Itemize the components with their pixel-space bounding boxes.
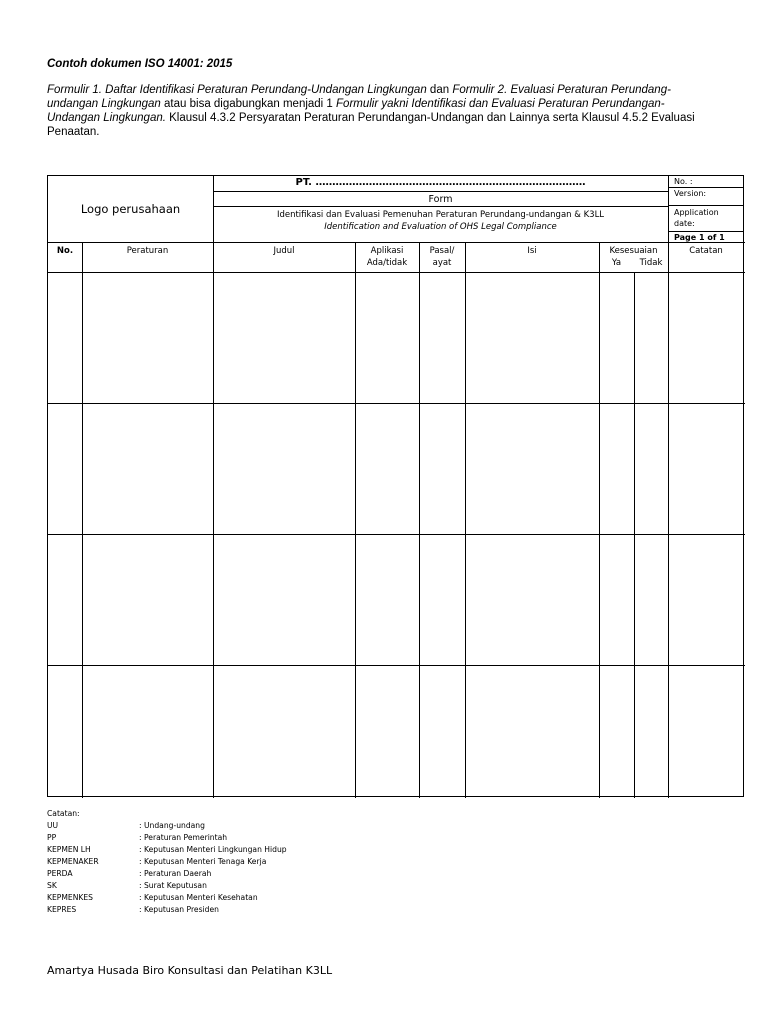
col-header-judul: Judul <box>273 246 295 256</box>
note-abbr: KEPMENKES <box>47 893 93 902</box>
note-desc: : Peraturan Pemerintah <box>139 833 228 842</box>
intro-plain-b: atau bisa digabungkan menjadi 1 <box>160 98 337 110</box>
col-header-isi: Isi <box>527 246 537 256</box>
note-abbr: KEPRES <box>47 905 77 914</box>
doc-number-field[interactable]: No. : <box>674 177 693 186</box>
col-divider-judul <box>213 176 214 798</box>
col-header-pasal-2: ayat <box>432 258 452 268</box>
meta-divider-1 <box>668 187 744 188</box>
note-row <box>47 880 287 892</box>
legal-compliance-form <box>47 175 744 797</box>
note-desc: : Surat Keputusan <box>139 881 207 890</box>
note-row <box>47 868 287 880</box>
col-divider-isi <box>465 242 466 798</box>
note-desc: : Keputusan Menteri Lingkungan Hidup <box>139 845 287 854</box>
abbreviation-notes <box>47 808 287 916</box>
note-abbr: UU <box>47 821 59 830</box>
version-field[interactable]: Version: <box>674 189 707 198</box>
intro-plain-a: dan <box>426 84 453 96</box>
application-date-field[interactable]: date: <box>674 219 695 228</box>
intro-paragraph <box>47 83 717 139</box>
col-header-kesesuaian: Kesesuaian <box>609 246 658 256</box>
note-row <box>47 820 287 832</box>
col-divider-catatan <box>668 176 669 798</box>
company-logo-placeholder: Logo perusahaan <box>80 202 181 216</box>
note-row <box>47 844 287 856</box>
column-header-bottom <box>48 272 745 273</box>
note-desc: : Undang-undang <box>139 821 205 830</box>
note-desc: : Keputusan Menteri Tenaga Kerja <box>139 857 267 866</box>
note-abbr: PP <box>47 833 57 842</box>
note-abbr: KEPMENAKER <box>47 857 99 866</box>
meta-divider-2 <box>668 205 744 206</box>
col-divider-ya-tidak <box>634 272 635 798</box>
col-header-ya: Ya <box>611 258 622 268</box>
col-divider-aplikasi <box>355 242 356 798</box>
row-divider-2 <box>48 534 745 535</box>
col-header-peraturan: Peraturan <box>126 246 169 256</box>
col-header-aplikasi-2: Ada/tidak <box>366 258 408 268</box>
note-row <box>47 856 287 868</box>
col-header-catatan: Catatan <box>689 246 723 256</box>
header-bottom <box>48 242 745 243</box>
col-header-tidak: Tidak <box>639 258 663 268</box>
note-desc: : Keputusan Presiden <box>139 905 219 914</box>
col-header-no: No. <box>56 246 74 256</box>
note-abbr: KEPMEN LH <box>47 845 91 854</box>
note-abbr: PERDA <box>47 869 73 878</box>
application-date-label-1: Application <box>674 208 719 217</box>
pt-divider <box>213 191 668 192</box>
document-title: Contoh dokumen ISO 14001: 2015 <box>47 58 233 70</box>
row-divider-3 <box>48 665 745 666</box>
intro-italic-b: Formulir 2. Evaluasi Peraturan Perundang-undangan Lingkungan <box>47 84 671 110</box>
row-divider-1 <box>48 403 745 404</box>
page-number: Page 1 of 1 <box>674 233 725 242</box>
company-name-field[interactable]: PT. ……………………………………………………………………… <box>295 177 586 188</box>
form-divider <box>213 206 668 207</box>
intro-italic-a: Formulir 1. Daftar Identifikasi Peraturan Perundang-Undangan Lingkungan <box>47 84 427 96</box>
meta-divider-3 <box>668 231 744 232</box>
footer-text: Amartya Husada Biro Konsultasi dan Pelatihan K3LL <box>47 964 333 977</box>
form-subtitle: Identification and Evaluation of OHS Legal Compliance <box>324 222 557 232</box>
note-row <box>47 832 287 844</box>
form-title: Identifikasi dan Evaluasi Pemenuhan Peraturan Perundang-undangan & K3LL <box>276 210 605 220</box>
form-label: Form <box>428 194 453 205</box>
col-header-pasal-1: Pasal/ <box>429 246 455 256</box>
intro-italic-c: Formulir yakni Identifikasi dan Evaluasi Peraturan Perundangan-Undangan Lingkungan. <box>47 98 665 124</box>
note-desc: : Keputusan Menteri Kesehatan <box>139 893 258 902</box>
note-abbr: SK <box>47 881 57 890</box>
intro-plain-c: Klausul 4.3.2 Persyaratan Peraturan Perundangan-Undangan dan Lainnya serta Klausul 4.5.2 Evaluasi Penaatan. <box>47 112 695 138</box>
col-divider-kesesuaian <box>599 242 600 798</box>
note-row <box>47 892 287 904</box>
col-divider-pasal <box>419 242 420 798</box>
col-header-aplikasi-1: Aplikasi <box>370 246 404 256</box>
note-row <box>47 904 287 916</box>
col-divider-peraturan <box>82 242 83 798</box>
note-desc: : Peraturan Daerah <box>139 869 212 878</box>
notes-heading: Catatan: <box>47 809 80 818</box>
